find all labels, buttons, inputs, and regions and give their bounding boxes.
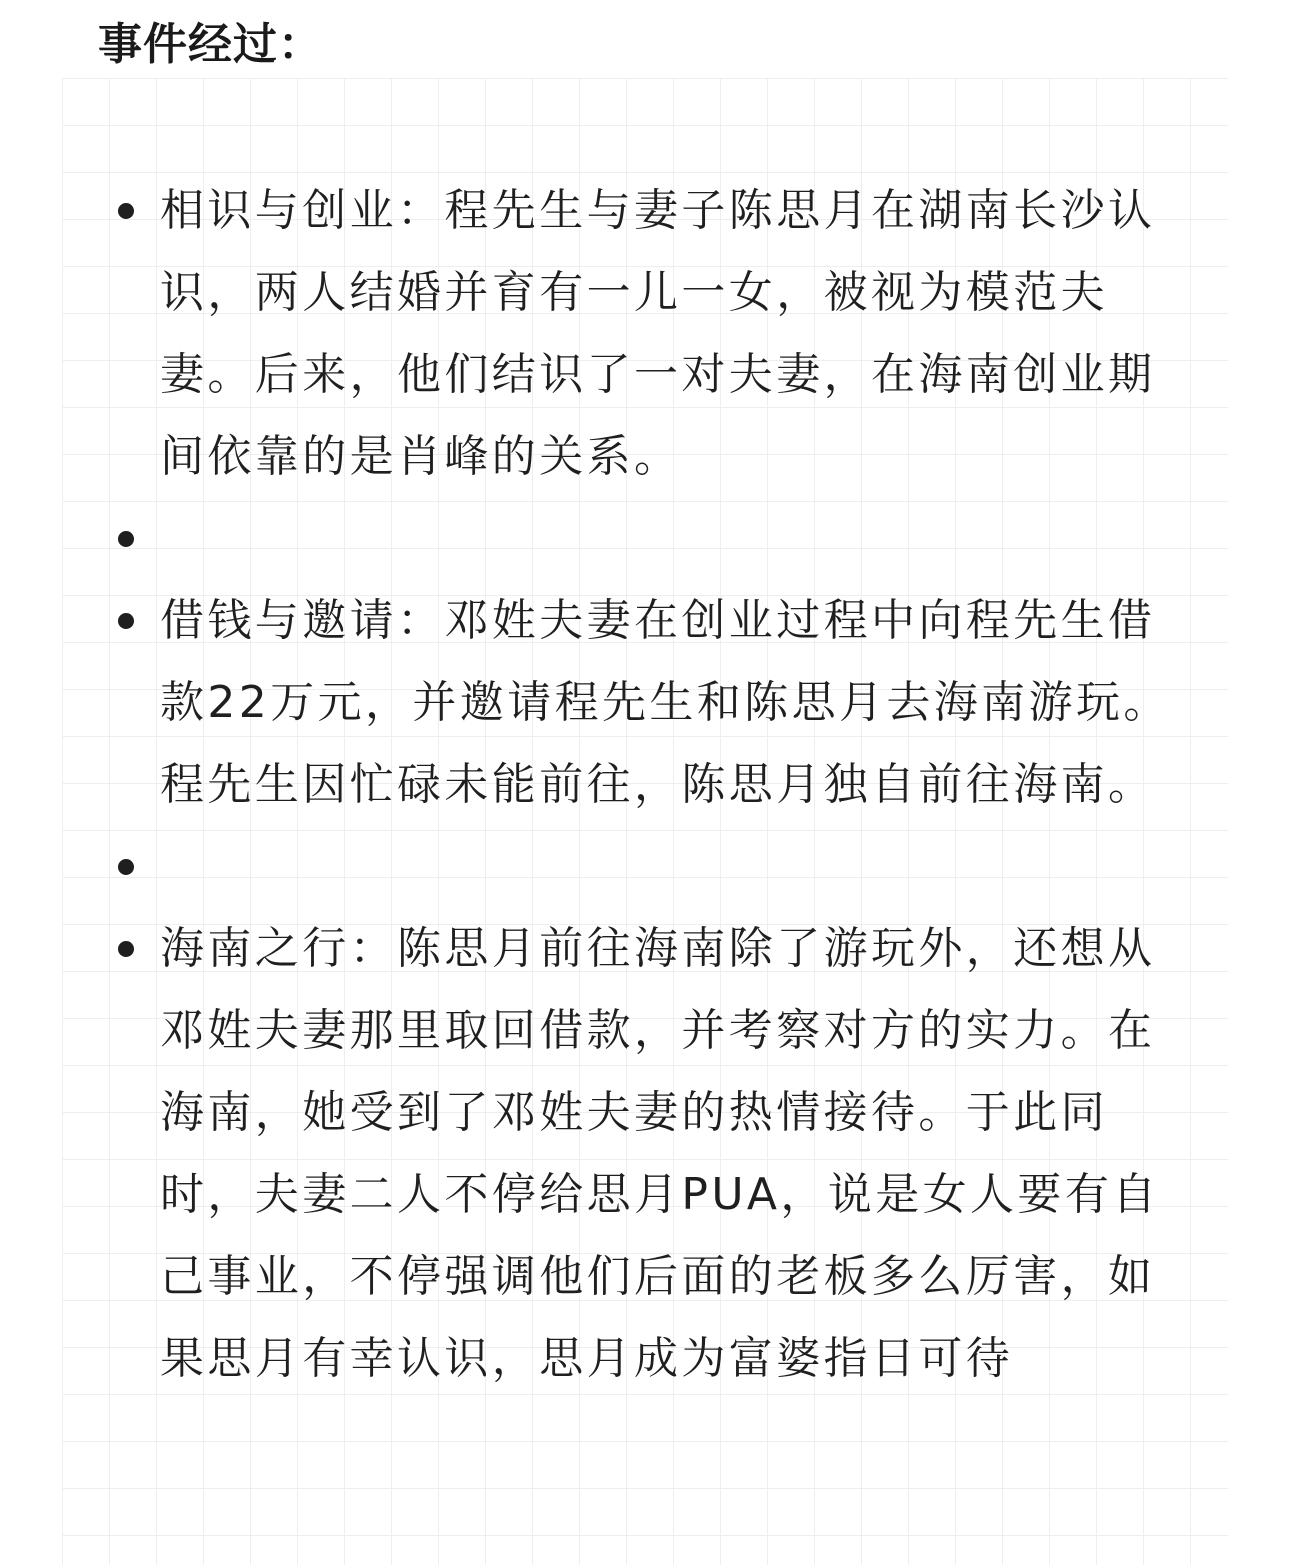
bullet-dot-icon [118, 531, 134, 547]
list-item [112, 498, 1212, 580]
list-item-text: 海南之行：陈思月前往海南除了游玩外，还想从邓姓夫妻那里取回借款，并考察对方的实力。在海南，她受到了邓姓夫妻的热情接待。于此同时，夫妻二人不停给思月PUA，说是女人要有自己事业，不停强调他们后面的老板多么厉害，如果思月有幸认识，思月成为富婆指日可待 [160, 923, 1160, 1384]
list-item [112, 580, 1212, 826]
section-heading: 事件经过： [98, 19, 323, 70]
list-item-text: 相识与创业：程先生与妻子陈思月在湖南长沙认识，两人结婚并育有一儿一女，被视为模范夫妻。后来，他们结识了一对夫妻，在海南创业期间依靠的是肖峰的关系。 [160, 185, 1156, 482]
list-item [112, 908, 1212, 1400]
bullet-dot-icon [118, 613, 134, 629]
bullet-dot-icon [118, 203, 134, 219]
event-bullet-list [112, 170, 1212, 1400]
list-item [112, 826, 1212, 908]
list-item [112, 170, 1212, 498]
bullet-dot-icon [118, 941, 134, 957]
bullet-dot-icon [118, 859, 134, 875]
list-item-text: 借钱与邀请：邓姓夫妻在创业过程中向程先生借款22万元，并邀请程先生和陈思月去海南游玩。程先生因忙碌未能前往，陈思月独自前往海南。 [160, 595, 1171, 810]
